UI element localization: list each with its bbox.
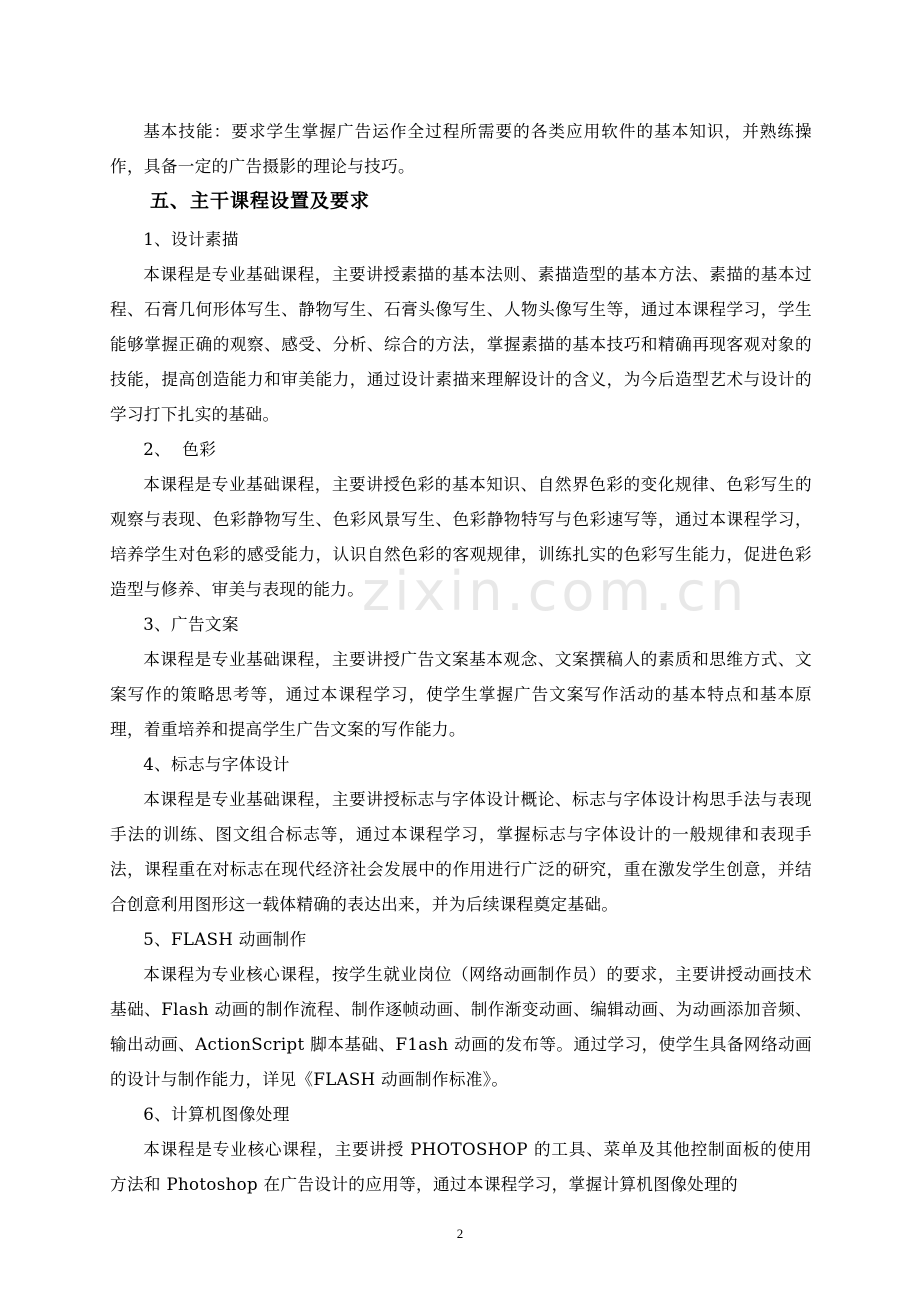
course-title: 6、计算机图像处理 (143, 1105, 290, 1124)
course-body: 本课程是专业基础课程，主要讲授标志与字体设计概论、标志与字体设计构思手法与表现手法的训练、图文组合标志等，通过本课程学习，掌握标志与字体设计的一般规律和表现手法，课程重在对标志在现代经济社会发展中的作用进行广泛的研究，重在激发学生创意，并结合创意利用图形这一载体精确的表达出来，并为后续课程奠定基础。 (110, 790, 812, 914)
course-list (110, 222, 812, 1202)
course-body: 本课程为专业核心课程，按学生就业岗位（网络动画制作员）的要求，主要讲授动画技术基础、Flash 动画的制作流程、制作逐帧动画、制作渐变动画、编辑动画、为动画添加音频、输出动画、ActionScript 脚本基础、F1ash 动画的发布等。通过学习，使学生具备网络动画的设计与制作能力，详见《FLASH 动画制作标准》。 (110, 965, 812, 1089)
course-body: 本课程是专业基础课程，主要讲授色彩的基本知识、自然界色彩的变化规律、色彩写生的观察与表现、色彩静物写生、色彩风景写生、色彩静物特写与色彩速写等，通过本课程学习，培养学生对色彩的感受能力，认识自然色彩的客观规律，训练扎实的色彩写生能力，促进色彩造型与修养、审美与表现的能力。 (110, 475, 812, 599)
watermark: zixin.com.cn (362, 560, 749, 623)
page-number: 2 (456, 1226, 464, 1241)
course-title: 3、广告文案 (143, 615, 239, 634)
course-body: 本课程是专业基础课程，主要讲授广告文案基本观念、文案撰稿人的素质和思维方式、文案写作的策略思考等，通过本课程学习，使学生掌握广告文案写作活动的基本特点和基本原理，着重培养和提高学生广告文案的写作能力。 (110, 650, 812, 739)
intro-text: 基本技能：要求学生掌握广告运作全过程所需要的各类应用软件的基本知识，并熟练操作，具备一定的广告摄影的理论与技巧。 (110, 122, 812, 176)
course-item (110, 922, 812, 1097)
section-title: 五、主干课程设置及要求 (150, 190, 371, 212)
course-title: 2、 色彩 (143, 440, 217, 459)
course-body: 本课程是专业核心课程，主要讲授 PHOTOSHOP 的工具、菜单及其他控制面板的使用方法和 Photoshop 在广告设计的应用等，通过本课程学习，掌握计算机图像处理的 (110, 1140, 812, 1194)
course-item (110, 747, 812, 922)
course-item (110, 432, 812, 607)
intro-paragraph (110, 114, 812, 184)
course-title: 1、设计素描 (143, 230, 239, 249)
course-title: 5、FLASH 动画制作 (143, 930, 307, 949)
course-title: 4、标志与字体设计 (143, 755, 290, 774)
course-item (110, 607, 812, 747)
course-item (110, 222, 812, 432)
course-body: 本课程是专业基础课程，主要讲授素描的基本法则、素描造型的基本方法、素描的基本过程、石膏几何形体写生、静物写生、石膏头像写生、人物头像写生等，通过本课程学习，学生能够掌握正确的观察、感受、分析、综合的方法，掌握素描的基本技巧和精确再现客观对象的技能，提高创造能力和审美能力，通过设计素描来理解设计的含义，为今后造型艺术与设计的学习打下扎实的基础。 (110, 265, 812, 424)
course-item (110, 1097, 812, 1202)
